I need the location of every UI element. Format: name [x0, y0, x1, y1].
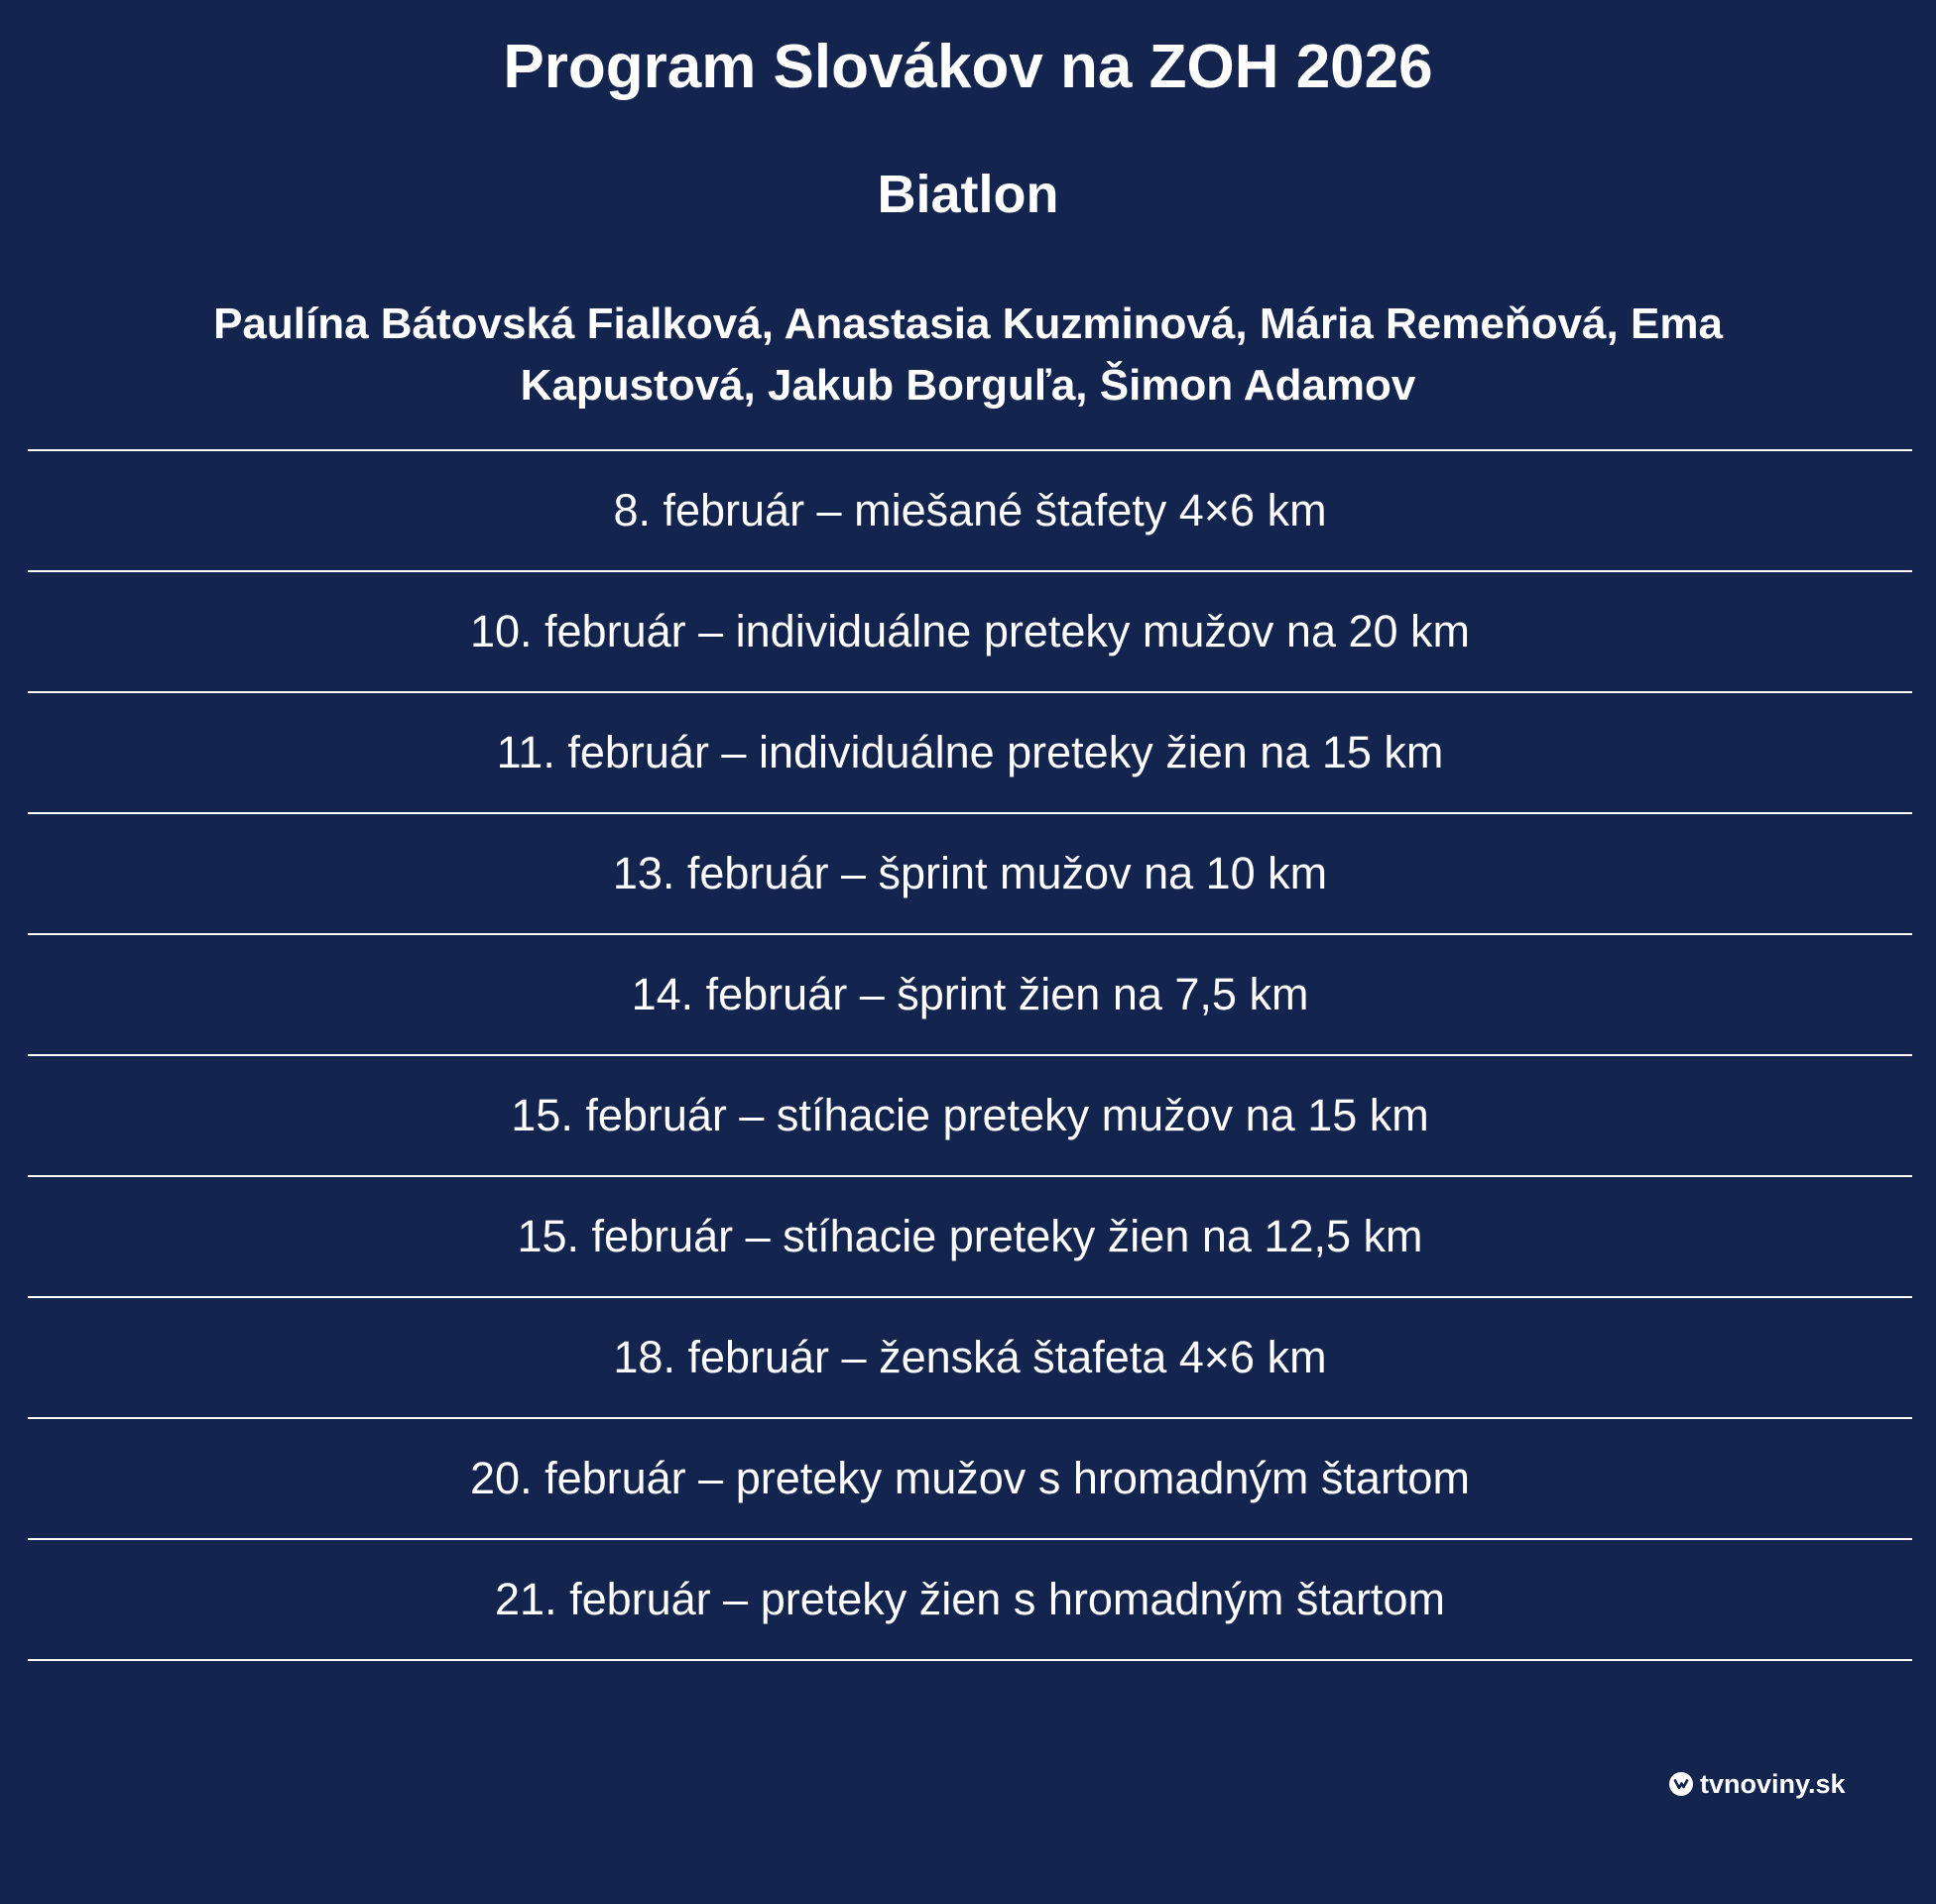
athletes-line-2: Kapustová, Jakub Borguľa, Šimon Adamov	[520, 361, 1416, 410]
schedule-item: 21. február – preteky žien s hromadným štartom	[28, 1540, 1912, 1661]
schedule-item: 10. február – individuálne preteky mužov na 20 km	[28, 572, 1912, 693]
schedule-list	[28, 449, 1912, 1661]
sport-subtitle: Biatlon	[877, 165, 1059, 224]
schedule-item: 20. február – preteky mužov s hromadným štartom	[28, 1419, 1912, 1540]
athletes-list	[119, 294, 1817, 416]
schedule-item: 13. február – šprint mužov na 10 km	[28, 814, 1912, 935]
schedule-item: 11. február – individuálne preteky žien na 15 km	[28, 693, 1912, 814]
brand-watermark	[1668, 1767, 1846, 1801]
schedule-item: 15. február – stíhacie preteky žien na 12,5 km	[28, 1177, 1912, 1298]
page-title: Program Slovákov na ZOH 2026	[503, 33, 1433, 101]
brand-name: tvnoviny.sk	[1700, 1768, 1846, 1799]
schedule-item: 8. február – miešané štafety 4×6 km	[28, 451, 1912, 572]
schedule-item: 15. február – stíhacie preteky mužov na 15 km	[28, 1056, 1912, 1177]
tvnoviny-logo-icon	[1668, 1771, 1694, 1797]
athletes-line-1: Paulína Bátovská Fialková, Anastasia Kuzminová, Mária Remeňová, Ema	[213, 299, 1723, 348]
schedule-item: 14. február – šprint žien na 7,5 km	[28, 935, 1912, 1056]
schedule-item: 18. február – ženská štafeta 4×6 km	[28, 1298, 1912, 1419]
